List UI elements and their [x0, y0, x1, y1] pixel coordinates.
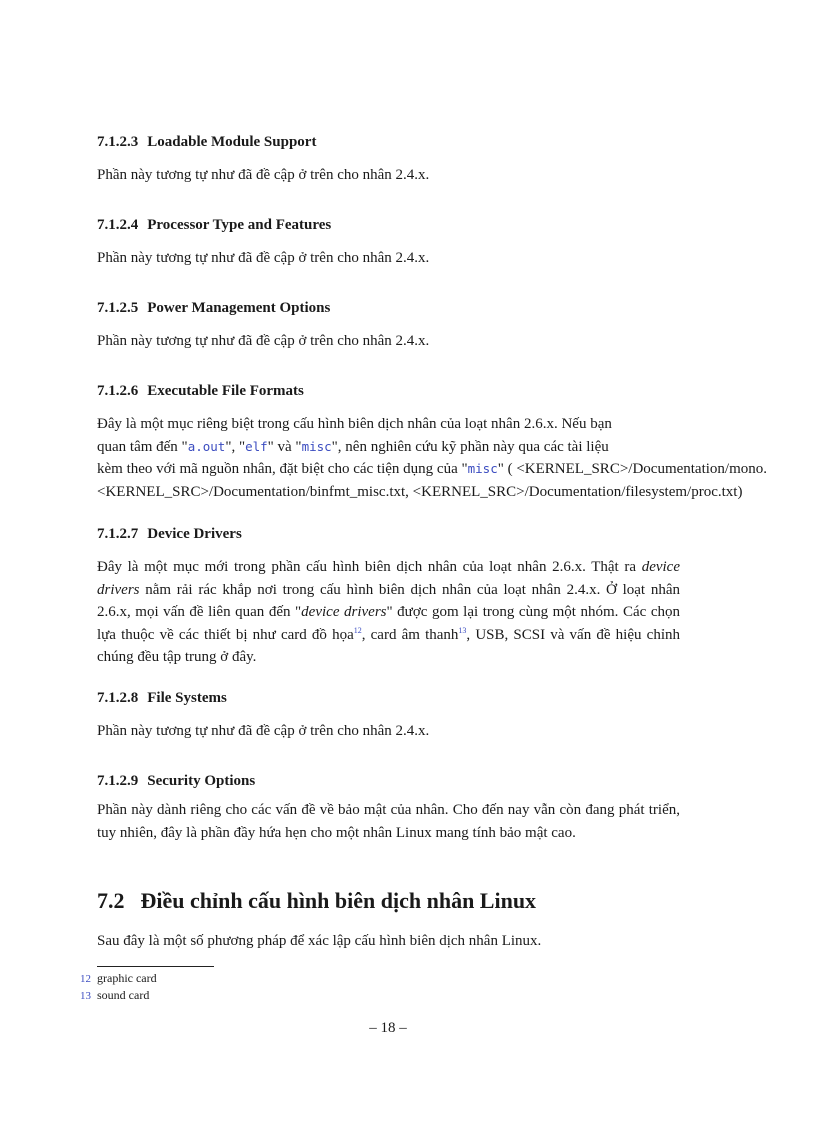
paragraph-7-1-2-6 [97, 413, 767, 503]
heading-7-1-2-6: 7.1.2.6 Executable File Formats [97, 383, 304, 399]
heading-7-1-2-9: 7.1.2.9 Security Options [97, 773, 256, 789]
heading-7-1-2-7: 7.1.2.7 Device Drivers [97, 526, 242, 542]
paragraph-7-1-2-7: Đây là một mục mới trong phần cấu hình biên dịch nhân của loạt nhân 2.6.x. Thật ra device drivers nằm rải rác khắp nơi trong cấu hình biên dịch nhân của loạt nhân 2.4.x. Ở loạt nhân 2.6.x, mọi vấn đề liên quan đến "device drivers" được gom lại trong cùng một nhóm. Các chọn lựa thuộc về các thiết bị như card đồ họa$^{12}$, card âm thanh$^{13}$, USB, SCSI và vấn đề hiệu chỉnh chúng đều tập trung ở đây. [97, 559, 680, 665]
paragraph-7-2: Sau đây là một số phương pháp để xác lập cấu hình biên dịch nhân Linux. [97, 933, 542, 949]
exec-line-2: quan tâm đến "a.out", "elf" và "misc", nên nghiên cứu kỹ phần này qua các tài liệu [97, 438, 609, 455]
footnote-ref-13[interactable]: 13 [458, 625, 467, 635]
exec-line-3: kèm theo với mã nguồn nhân, đặt biệt cho các tiện dụng của "misc" ( <KERNEL_SRC>/Documentation/mono. [97, 461, 768, 477]
heading-7-1-2-8: 7.1.2.8 File Systems [97, 690, 227, 706]
page-number: – 18 – [369, 1020, 407, 1036]
chapter-heading-7-2: 7.2 Điều chỉnh cấu hình biên dịch nhân Linux [97, 888, 537, 913]
heading-7-1-2-5: 7.1.2.5 Power Management Options [97, 300, 331, 316]
paragraph-7-1-2-5: Phần này tương tự như đã đề cập ở trên cho nhân 2.4.x. [97, 333, 430, 349]
paragraph-7-1-2-9: Phần này dành riêng cho các vấn đề về bảo mật của nhân. Cho đến nay vẫn còn đang phát triển, tuy nhiên, đây là phần đầy hứa hẹn cho một nhân Linux mang tính bảo mật cao. [97, 802, 680, 841]
exec-line-4: <KERNEL_SRC>/Documentation/binfmt_misc.txt, <KERNEL_SRC>/Documentation/filesystem/proc.txt) [97, 483, 743, 500]
heading-7-1-2-3: 7.1.2.3 Loadable Module Support [97, 134, 317, 150]
footnote-ref-12[interactable]: 12 [353, 625, 362, 635]
exec-line-1: Đây là một mục riêng biệt trong cấu hình biên dịch nhân của loạt nhân 2.6.x. Nếu bạn [97, 416, 612, 432]
footnote-divider [97, 966, 214, 967]
paragraph-7-1-2-8: Phần này tương tự như đã đề cập ở trên cho nhân 2.4.x. [97, 723, 430, 739]
footnote-13: 13 sound card [80, 988, 150, 1002]
paragraph-7-1-2-3: Phần này tương tự như đã đề cập ở trên cho nhân 2.4.x. [97, 167, 430, 183]
footnote-12: 12 graphic card [80, 971, 157, 985]
heading-7-1-2-4: 7.1.2.4 Processor Type and Features [97, 217, 332, 233]
paragraph-7-1-2-4: Phần này tương tự như đã đề cập ở trên cho nhân 2.4.x. [97, 250, 430, 266]
